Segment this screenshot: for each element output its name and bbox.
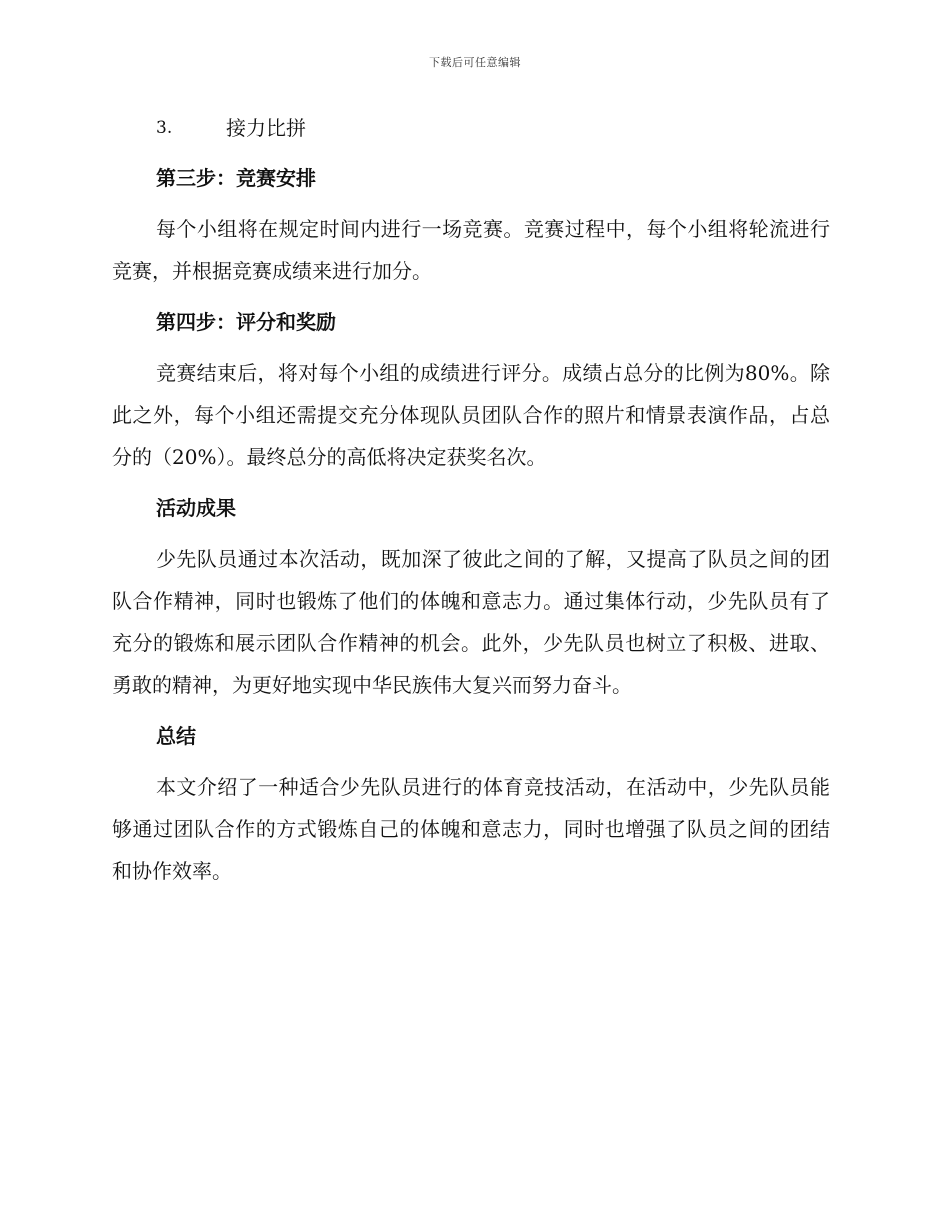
section-heading-results: 活动成果 [156,496,236,520]
document-body [112,108,830,892]
section-paragraph-summary: 本文介绍了一种适合少先队员进行的体育竞技活动，在活动中，少先队员能够通过团队合作的方式锻炼自己的体魄和意志力，同时也增强了队员之间的团结和协作效率。 [112,775,830,883]
list-item-number: 3. [156,118,173,138]
section-heading-step4: 第四步：评分和奖励 [156,310,336,334]
list-item-text: 接力比拼 [226,116,306,140]
section-paragraph-step4: 竞赛结束后，将对每个小组的成绩进行评分。成绩占总分的比例为80%。除此之外，每个小组还需提交充分体现队员团队合作的照片和情景表演作品，占总分的（20%）。最终总分的高低将决定获奖名次。 [112,361,830,469]
page-header: 下载后可任意编辑 [429,56,521,69]
section-heading-summary: 总结 [156,724,196,748]
section-heading-step3: 第三步：竞赛安排 [156,166,316,190]
list-item-relay [156,108,830,148]
section-paragraph-results: 少先队员通过本次活动，既加深了彼此之间的了解，又提高了队员之间的团队合作精神，同时也锻炼了他们的体魄和意志力。通过集体行动，少先队员有了充分的锻炼和展示团队合作精神的机会。此外，少先队员也树立了积极、进取、勇敢的精神，为更好地实现中华民族伟大复兴而努力奋斗。 [112,547,830,697]
section-paragraph-step3: 每个小组将在规定时间内进行一场竞赛。竞赛过程中，每个小组将轮流进行竞赛，并根据竞赛成绩来进行加分。 [112,217,830,283]
